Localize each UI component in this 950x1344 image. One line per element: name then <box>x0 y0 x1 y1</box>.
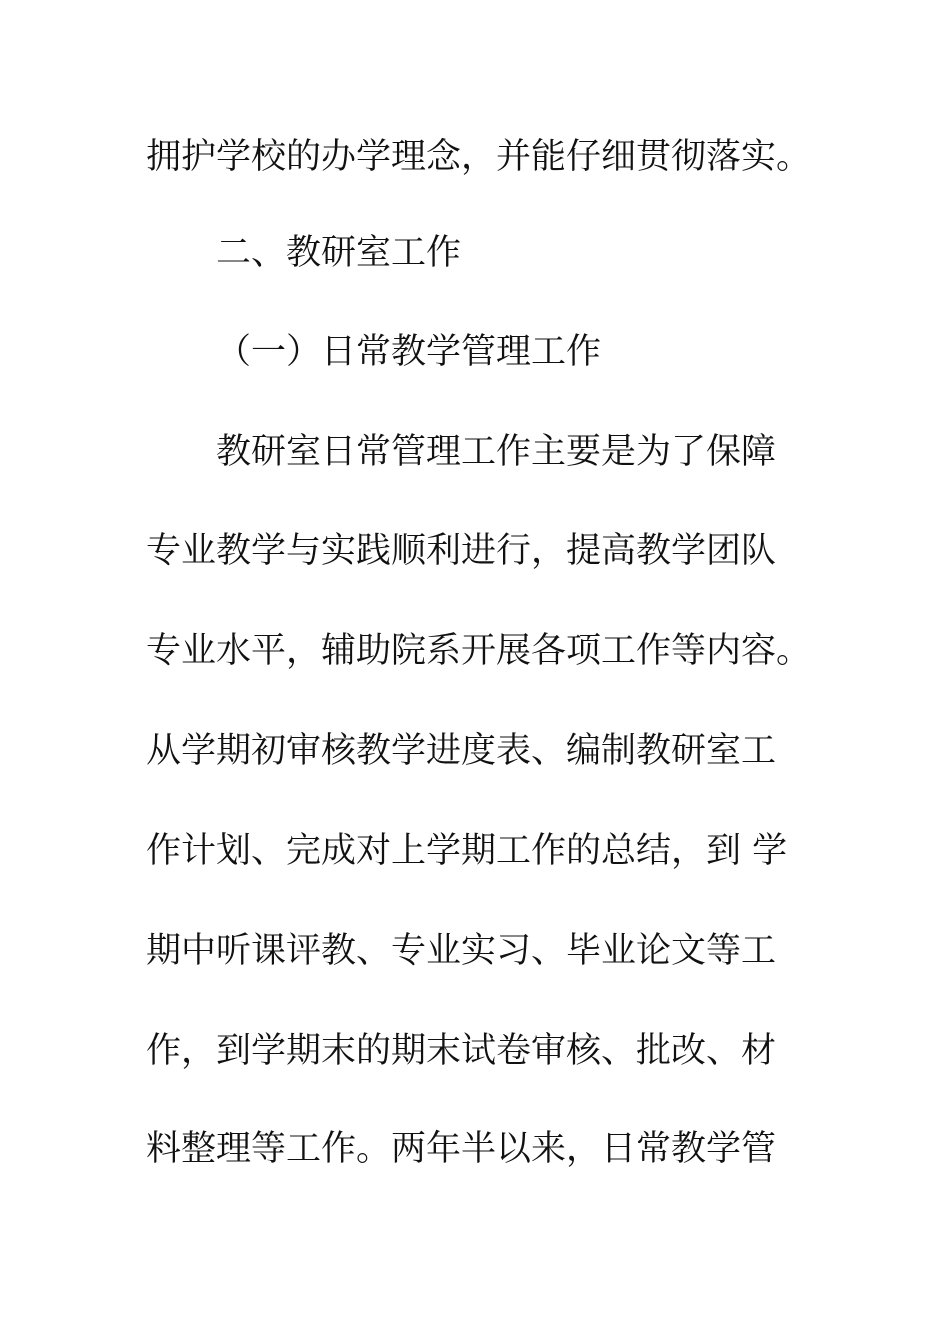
paragraph-line-5: 作计划、完成对上学期工作的总结，到 学 <box>146 831 788 871</box>
paragraph-line-3: 专业水平，辅助院系开展各项工作等内容。 <box>146 631 812 671</box>
paragraph-line-7: 作，到学期末的期末试卷审核、批改、材 <box>146 1031 777 1071</box>
section-heading: 二、教研室工作 <box>216 233 462 273</box>
paragraph-line-4: 从学期初审核教学进度表、编制教研室工 <box>146 731 777 771</box>
paragraph-line-8: 料整理等工作。两年半以来，日常教学管 <box>146 1129 777 1169</box>
body-text-line-1: 拥护学校的办学理念，并能仔细贯彻落实。 <box>146 137 812 177</box>
paragraph-line-2: 专业教学与实践顺利进行，提高教学团队 <box>146 531 777 571</box>
paragraph-line-1: 教研室日常管理工作主要是为了保障 <box>216 432 777 472</box>
paragraph-line-6: 期中听课评教、专业实习、毕业论文等工 <box>146 931 777 971</box>
subsection-heading: （一）日常教学管理工作 <box>216 332 602 372</box>
